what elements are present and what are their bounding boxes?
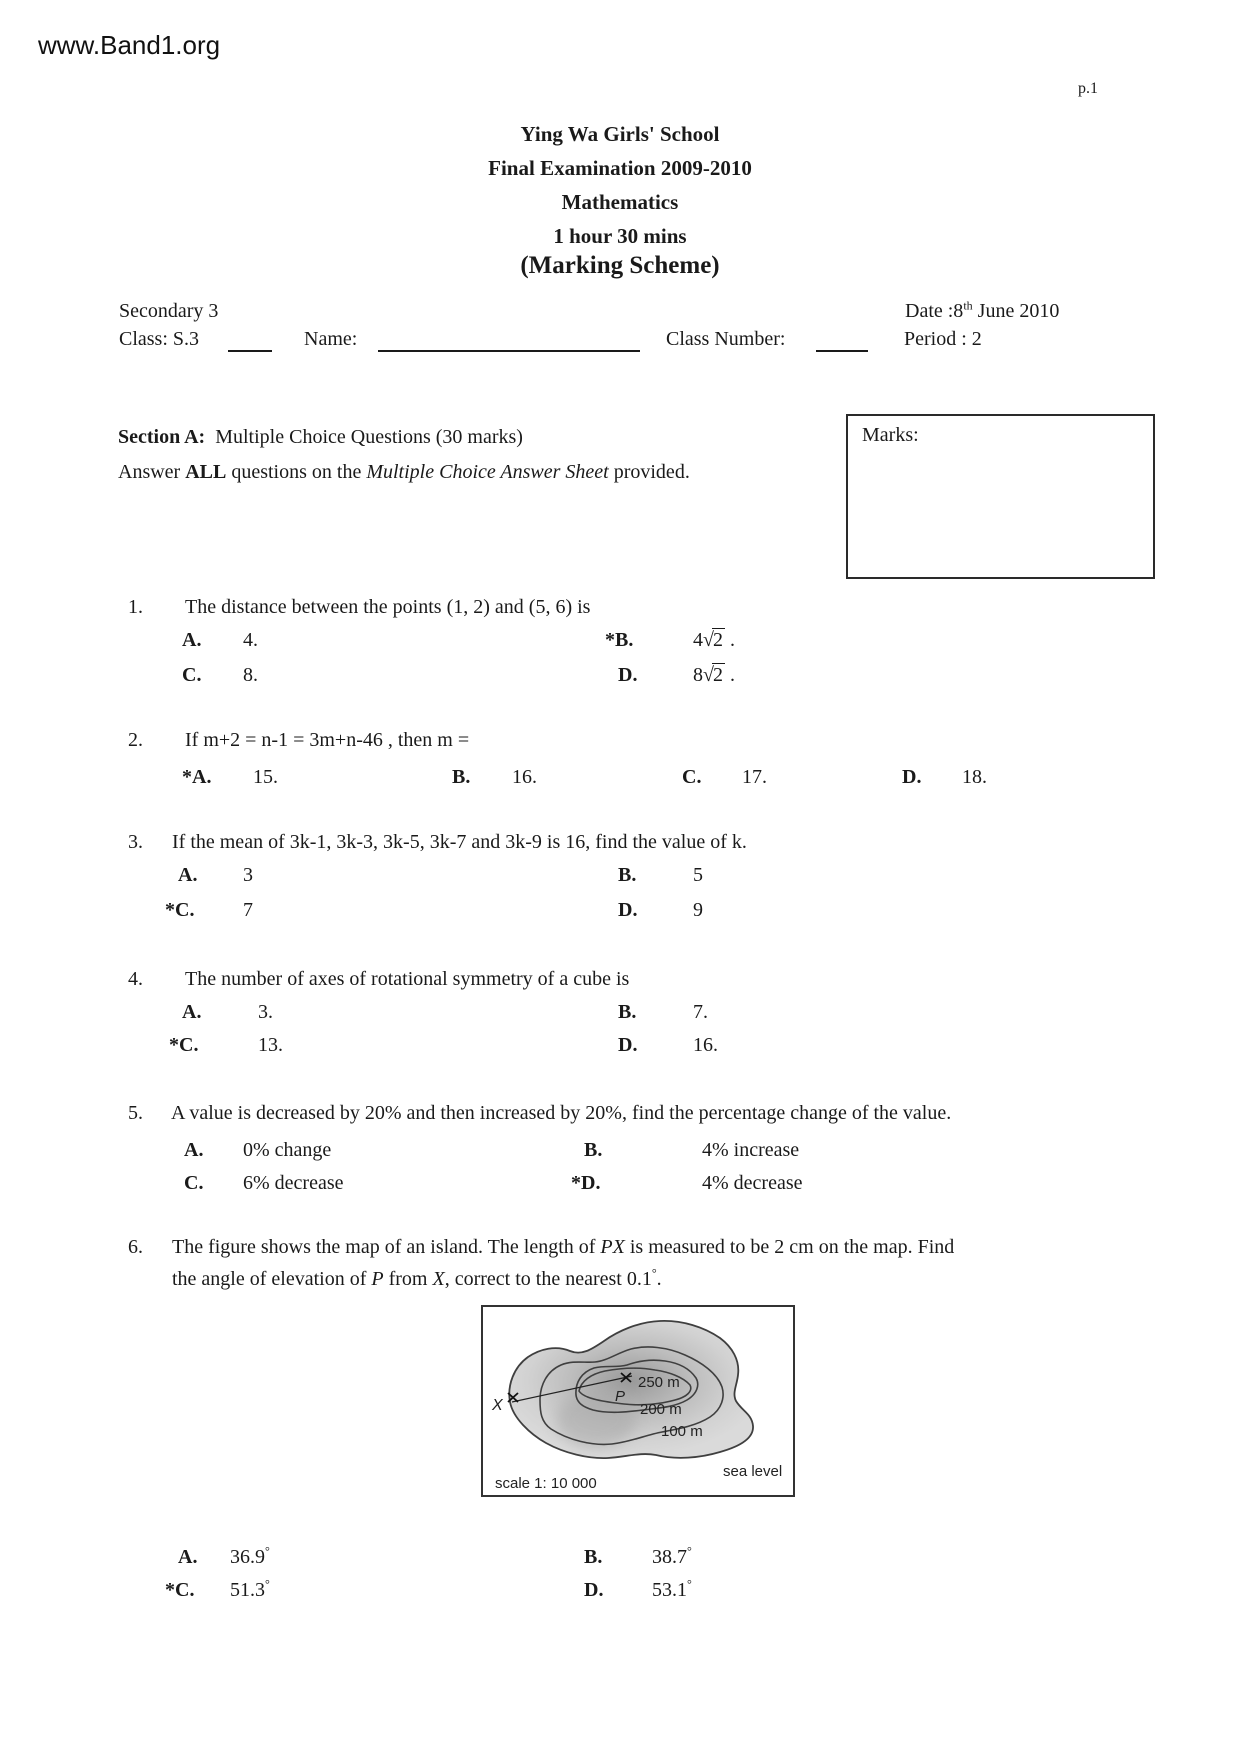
option-value [243, 629, 258, 652]
text-segment: 8 [693, 664, 703, 686]
text-segment: 16. [512, 766, 537, 788]
text-segment: The number of axes of rotational symmetry of a cube is [185, 968, 630, 990]
degree-symbol: ° [265, 1544, 270, 1558]
section-a-heading: Section A: Multiple Choice Questions (30 marks) [118, 426, 523, 448]
degree-symbol: ° [687, 1577, 692, 1591]
text-segment: . [724, 629, 735, 651]
text-segment: 38.7 [652, 1546, 687, 1568]
text-segment: 0% change [243, 1139, 332, 1161]
watermark-link: www.Band1.org [38, 30, 221, 60]
text-segment: 4 [693, 629, 703, 651]
question-text [185, 729, 469, 752]
question-text [172, 831, 747, 854]
option-value [243, 1139, 331, 1162]
marking-scheme-title: (Marking Scheme) [520, 252, 720, 279]
option-label: D. [902, 766, 922, 788]
text-segment: 18. [962, 766, 987, 788]
option-label: D. [618, 1034, 638, 1056]
option-value [243, 899, 253, 922]
text-segment: PX [600, 1236, 625, 1258]
text-segment: A value is decreased by 20% and then increased by 20%, find the percentage change of the value. [171, 1102, 952, 1124]
text-segment: 3 [243, 864, 253, 886]
option-value [230, 1546, 270, 1569]
text-segment: 4% increase [702, 1139, 800, 1161]
option-label: *A. [182, 766, 212, 788]
question-text [185, 968, 629, 991]
question-number: 3. [128, 831, 143, 853]
period-label: Period : 2 [904, 328, 982, 350]
option-value [693, 629, 735, 652]
option-label: A. [178, 1546, 198, 1568]
option-value [693, 1001, 708, 1024]
text-segment: the angle of elevation of [172, 1268, 372, 1290]
degree-symbol: ° [651, 1266, 657, 1280]
option-value [652, 1579, 692, 1602]
option-label: A. [178, 864, 198, 886]
text-segment: 3. [258, 1001, 273, 1023]
text-segment: 6% decrease [243, 1172, 344, 1194]
degree-symbol: ° [265, 1577, 270, 1591]
option-value [258, 1001, 273, 1024]
text-segment: The distance between the points (1, 2) and (5, 6) is [185, 596, 591, 618]
sqrt-symbol: √ [703, 629, 714, 651]
option-value [243, 1172, 344, 1195]
point-x-label: X [492, 1397, 503, 1414]
text-segment: 9 [693, 899, 703, 921]
text-segment: 16. [693, 1034, 718, 1056]
sqrt-symbol: √ [703, 664, 714, 686]
question-number: 2. [128, 729, 143, 751]
question-number: 4. [128, 968, 143, 990]
question-text [171, 1102, 951, 1125]
question-number: 1. [128, 596, 143, 618]
option-value [243, 864, 253, 887]
question-text [185, 596, 590, 619]
option-value [253, 766, 278, 789]
question-text [172, 1268, 662, 1291]
option-label: B. [584, 1139, 603, 1161]
text-segment: . [656, 1268, 662, 1290]
class-number-blank-line [816, 330, 868, 352]
option-value [693, 864, 703, 887]
option-value [742, 766, 767, 789]
text-segment: 51.3 [230, 1579, 265, 1601]
question-number: 6. [128, 1236, 143, 1258]
text-segment: P [371, 1268, 384, 1290]
sea-level-label: sea level [723, 1463, 783, 1480]
text-segment: X [432, 1268, 445, 1290]
option-label: C. [184, 1172, 204, 1194]
option-value [652, 1546, 692, 1569]
option-value [230, 1579, 270, 1602]
option-label: *C. [169, 1034, 199, 1056]
text-segment: 53.1 [652, 1579, 687, 1601]
option-value [702, 1139, 799, 1162]
subject-title: Mathematics [561, 190, 679, 214]
section-a-instruction: Answer ALL questions on the Multiple Choice Answer Sheet provided. [118, 461, 690, 483]
text-segment: 8. [243, 664, 258, 686]
option-label: D. [618, 899, 638, 921]
text-segment: 7 [243, 899, 253, 921]
text-segment: 17. [742, 766, 767, 788]
option-value [693, 899, 703, 922]
option-label: A. [182, 629, 202, 651]
text-segment: 13. [258, 1034, 283, 1056]
option-label: *C. [165, 1579, 195, 1601]
question-text [172, 1236, 954, 1259]
option-label: C. [682, 766, 702, 788]
text-segment: If m+2 = n-1 = 3m+n-46 , then m = [185, 729, 470, 751]
option-label: B. [584, 1546, 603, 1568]
option-label: C. [182, 664, 202, 686]
text-segment: 7. [693, 1001, 708, 1023]
option-label: A. [182, 1001, 202, 1023]
text-segment: If the mean of 3k-1, 3k-3, 3k-5, 3k-7 and 3k-9 is 16, find the value of k. [172, 831, 747, 853]
option-label: B. [618, 1001, 637, 1023]
duration: 1 hour 30 mins [553, 224, 687, 248]
option-value [693, 1034, 718, 1057]
name-blank-line [378, 330, 640, 352]
class-label: Class: S.3 [119, 328, 200, 350]
option-value [243, 664, 258, 687]
option-value [702, 1172, 803, 1195]
text-segment: . [724, 664, 735, 686]
text-segment: 36.9 [230, 1546, 265, 1568]
island-map-figure [481, 1305, 795, 1497]
marks-label: Marks: [862, 424, 919, 446]
text-segment: 4% decrease [702, 1172, 803, 1194]
exam-title: Final Examination 2009-2010 [488, 156, 752, 180]
text-segment: 4. [243, 629, 258, 651]
option-label: D. [584, 1579, 604, 1601]
school-name: Ying Wa Girls' School [520, 122, 720, 146]
marks-box [846, 414, 1155, 579]
option-value [693, 664, 735, 687]
text-segment: , correct to the nearest 0.1 [444, 1268, 652, 1290]
contour-label-200: 200 m [640, 1401, 682, 1418]
name-label: Name: [304, 328, 358, 350]
scale-label: scale 1: 10 000 [495, 1475, 597, 1492]
question-number: 5. [128, 1102, 143, 1124]
option-value [512, 766, 537, 789]
class-number-label: Class Number: [666, 328, 786, 350]
contour-label-100: 100 m [661, 1423, 703, 1440]
option-label: B. [452, 766, 471, 788]
option-label: *D. [571, 1172, 601, 1194]
page-number: p.1 [1078, 80, 1098, 97]
text-segment: from [383, 1268, 433, 1290]
option-label: D. [618, 664, 638, 686]
level-label: Secondary 3 [119, 300, 219, 322]
sqrt-radicand: 2 [712, 629, 723, 651]
contour-label-250: 250 m [638, 1374, 680, 1391]
option-value [258, 1034, 283, 1057]
option-label: B. [618, 864, 637, 886]
sqrt-radicand: 2 [712, 664, 723, 686]
option-label: A. [184, 1139, 204, 1161]
degree-symbol: ° [687, 1544, 692, 1558]
point-p-label: P [615, 1388, 626, 1405]
class-blank-line [228, 330, 272, 352]
option-label: *B. [605, 629, 634, 651]
text-segment: is measured to be 2 cm on the map. Find [624, 1236, 955, 1258]
date-ordinal-sup: th [963, 298, 973, 313]
text-segment: 5 [693, 864, 703, 886]
text-segment: 15. [253, 766, 278, 788]
date-label: Date :8th June 2010 [905, 298, 1060, 322]
option-value [962, 766, 987, 789]
text-segment: The figure shows the map of an island. The length of [172, 1236, 601, 1258]
option-label: *C. [165, 899, 195, 921]
